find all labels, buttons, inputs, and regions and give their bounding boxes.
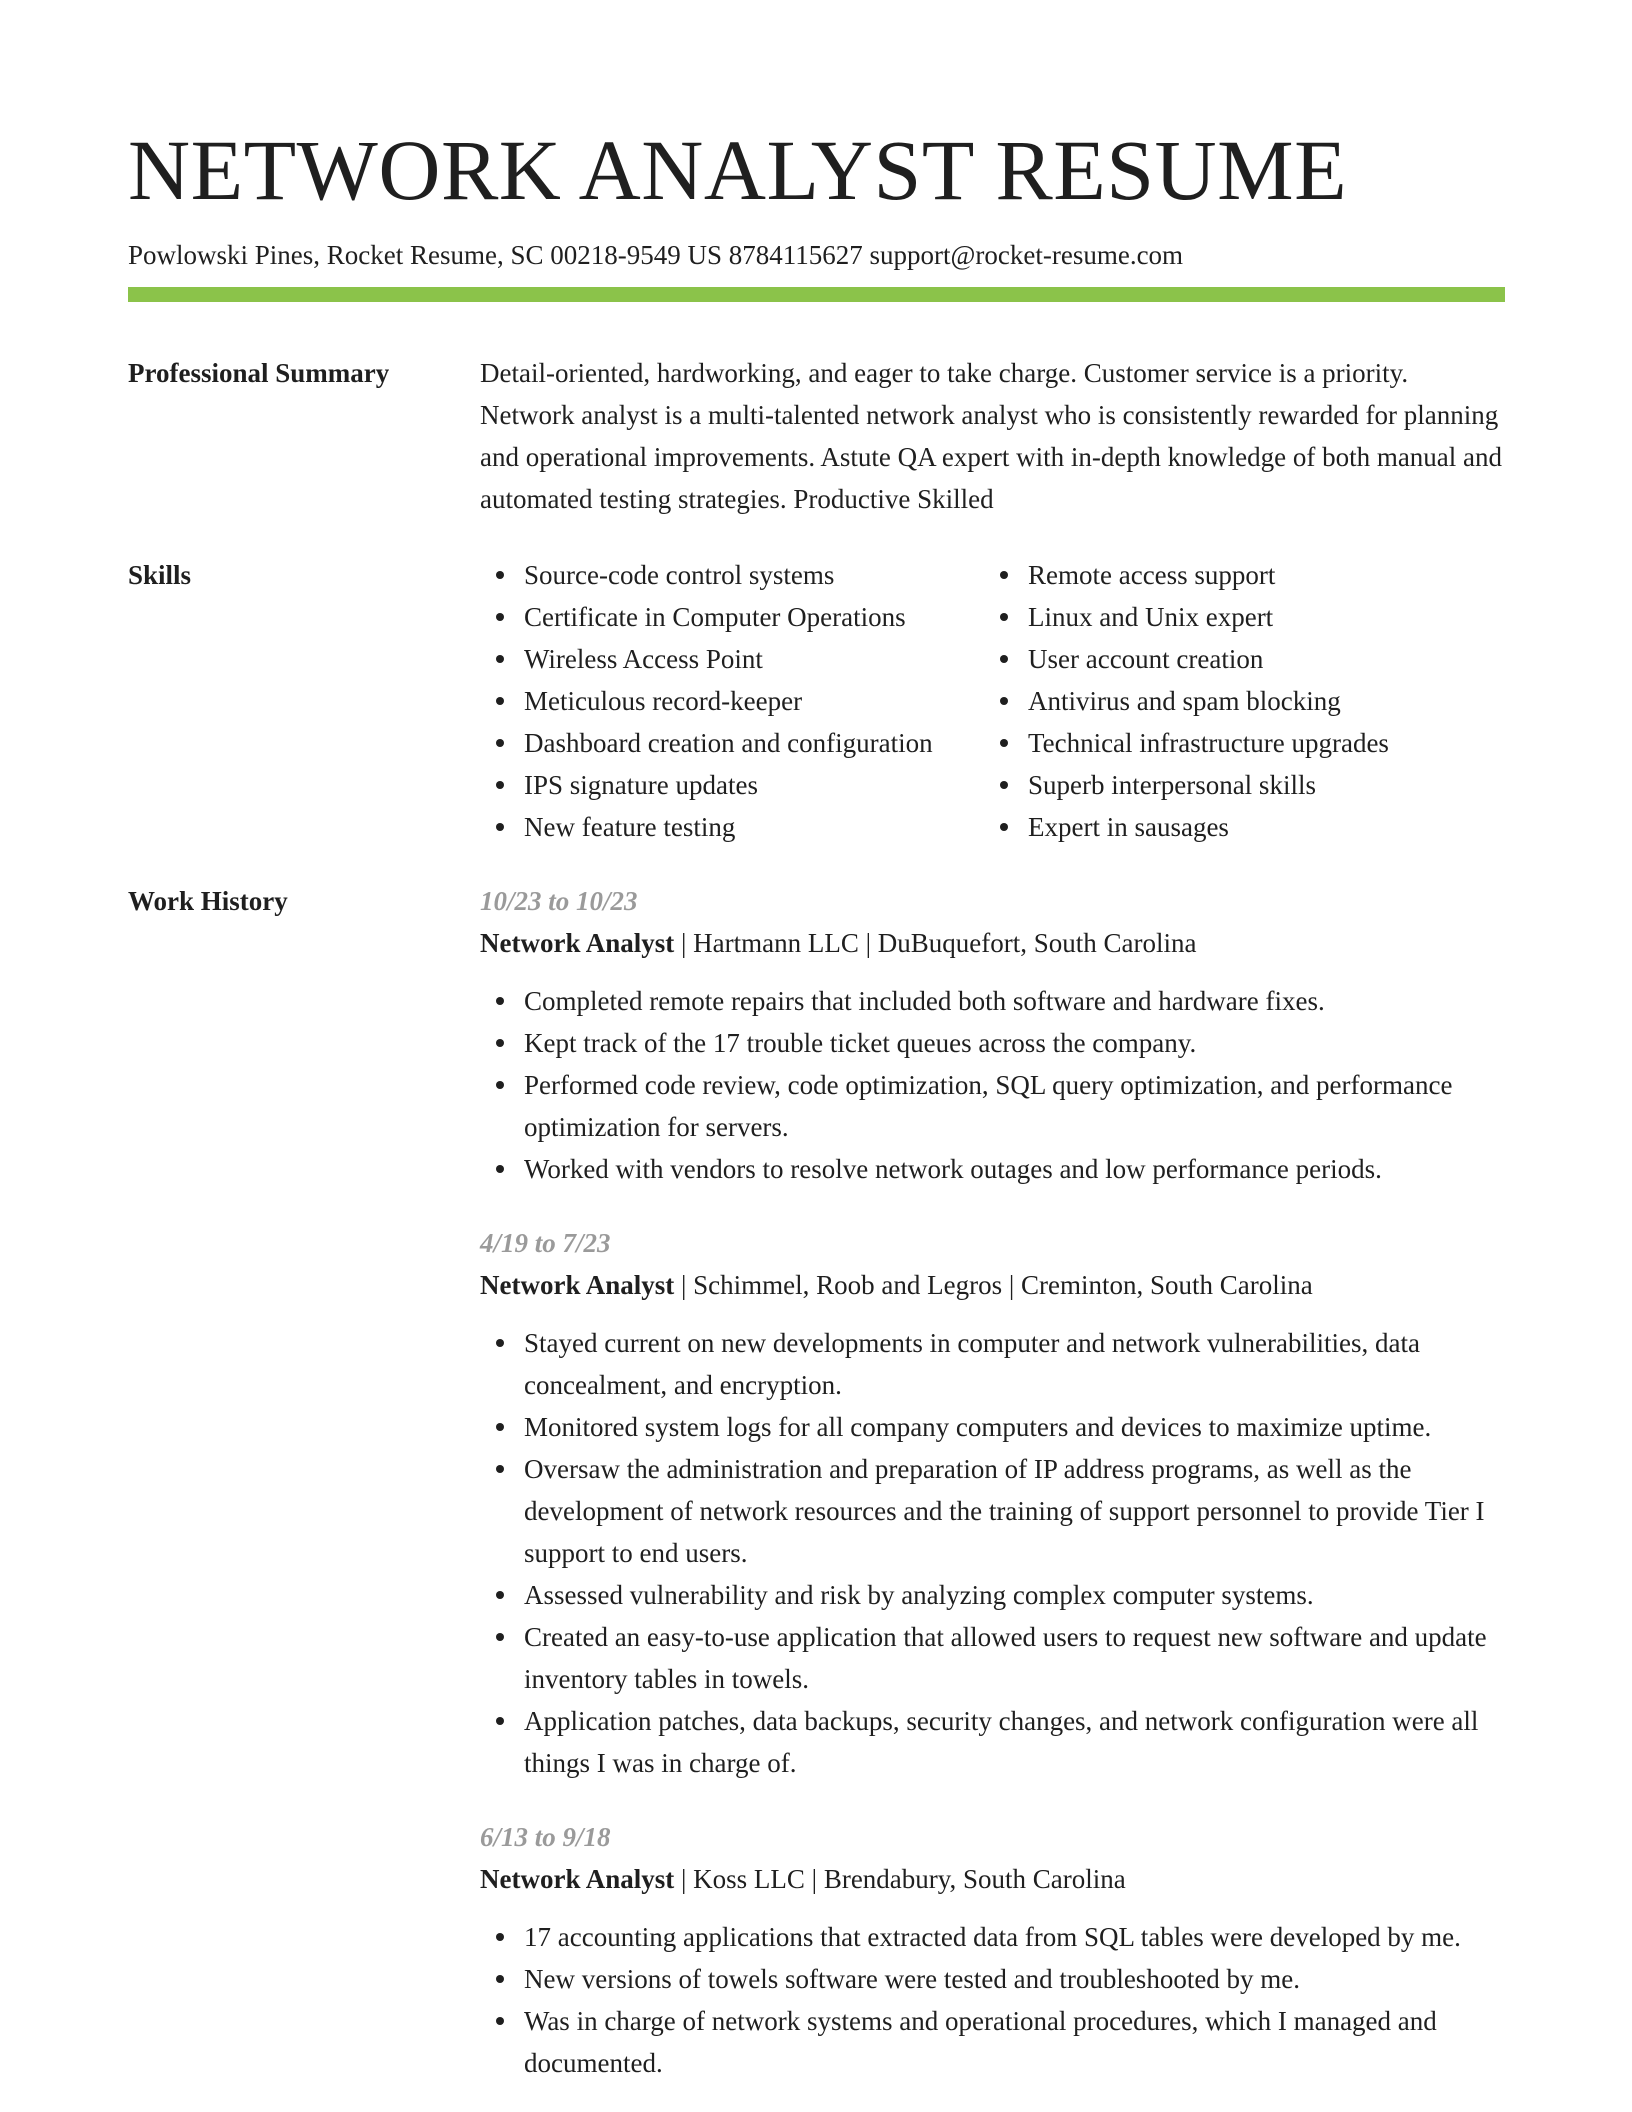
job-location: DuBuquefort, South Carolina [877,928,1197,958]
skill-item: Certificate in Computer Operations [480,596,984,638]
contact-phone: 8784115627 [728,240,863,270]
job-bullet: Completed remote repairs that included both software and hardware fixes. [480,980,1505,1022]
job-bullet: Performed code review, code optimization, SQL query optimization, and performance optimization for servers. [480,1064,1505,1148]
job-bullet: Oversaw the administration and preparation of IP address programs, as well as the development of network resources and the training of support personnel to provide Tier I support to end users. [480,1448,1505,1574]
skill-item: New feature testing [480,806,984,848]
job-title: Network Analyst [480,928,675,958]
job-entry [480,1816,1505,2084]
job-bullet: Assessed vulnerability and risk by analyzing complex computer systems. [480,1574,1505,1616]
job-location: Creminton, South Carolina [1021,1270,1313,1300]
skill-item: Expert in sausages [984,806,1505,848]
job-separator: | [865,928,872,958]
job-title: Network Analyst [480,1864,675,1894]
section-label-summary: Professional Summary [128,358,390,388]
skill-item: Remote access support [984,554,1505,596]
job-separator: | [681,928,687,958]
work-history-body [480,880,1505,2084]
skill-item: Dashboard creation and configuration [480,722,984,764]
job-bullets [480,1322,1505,1784]
job-dates: 10/23 to 10/23 [480,886,638,916]
job-heading [480,1858,1505,1900]
skills-section [128,554,1505,848]
job-heading [480,922,1505,964]
job-bullet: Worked with vendors to resolve network outages and low performance periods. [480,1148,1505,1190]
job-bullet: Monitored system logs for all company computers and devices to maximize uptime. [480,1406,1505,1448]
job-dates: 4/19 to 7/23 [480,1228,611,1258]
skill-item: User account creation [984,638,1505,680]
skills-column-left [480,554,984,848]
job-entry [480,880,1505,1190]
job-dates: 6/13 to 9/18 [480,1822,611,1852]
skills-grid [480,554,1505,848]
contact-email: support@rocket-resume.com [869,240,1184,270]
job-location: Brendabury, South Carolina [823,1864,1126,1894]
skill-item: Wireless Access Point [480,638,984,680]
skill-item: Antivirus and spam blocking [984,680,1505,722]
job-title: Network Analyst [480,1270,675,1300]
skill-item: Linux and Unix expert [984,596,1505,638]
contact-address: Powlowski Pines, Rocket Resume, SC 00218-9549 US [128,240,723,270]
contact-line [128,238,1505,272]
section-label-skills: Skills [128,560,192,590]
accent-divider [128,287,1505,302]
job-separator: | [681,1864,687,1894]
job-separator: | [811,1864,818,1894]
job-company: Koss LLC [693,1864,805,1894]
job-company: Hartmann LLC [693,928,859,958]
job-bullet: Kept track of the 17 trouble ticket queues across the company. [480,1022,1505,1064]
job-bullet: Was in charge of network systems and operational procedures, which I managed and documented. [480,2000,1505,2084]
resume-page [128,0,1505,2084]
job-heading [480,1264,1505,1306]
job-bullet: Created an easy-to-use application that allowed users to request new software and update inventory tables in towels. [480,1616,1505,1700]
job-bullet: Application patches, data backups, security changes, and network configuration were all things I was in charge of. [480,1700,1505,1784]
skill-item: Meticulous record-keeper [480,680,984,722]
skills-column-right [984,554,1505,848]
job-separator: | [1008,1270,1015,1300]
summary-body [480,352,1505,520]
section-label-work-history: Work History [128,886,288,916]
job-company: Schimmel, Roob and Legros [693,1270,1003,1300]
job-bullets [480,1916,1505,2084]
skills-body [480,554,1505,848]
skill-item: IPS signature updates [480,764,984,806]
job-bullet: New versions of towels software were tested and troubleshooted by me. [480,1958,1505,2000]
skill-item: Superb interpersonal skills [984,764,1505,806]
skill-item: Technical infrastructure upgrades [984,722,1505,764]
resume-title: NETWORK ANALYST RESUME [128,122,1348,218]
professional-summary-section [128,352,1505,520]
job-bullet: 17 accounting applications that extracted data from SQL tables were developed by me. [480,1916,1505,1958]
skill-item: Source-code control systems [480,554,984,596]
job-separator: | [681,1270,687,1300]
job-bullets [480,980,1505,1190]
job-bullet: Stayed current on new developments in computer and network vulnerabilities, data concealment, and encryption. [480,1322,1505,1406]
work-history-section [128,880,1505,2084]
summary-text: Detail-oriented, hardworking, and eager to take charge. Customer service is a priority. Network analyst is a multi-talented network analyst who is consistently rewarded for planning and operational improvements. Astute QA expert with in-depth knowledge of both manual and automated testing strategies. Productive Skilled [480,358,1503,514]
job-entry [480,1222,1505,1784]
